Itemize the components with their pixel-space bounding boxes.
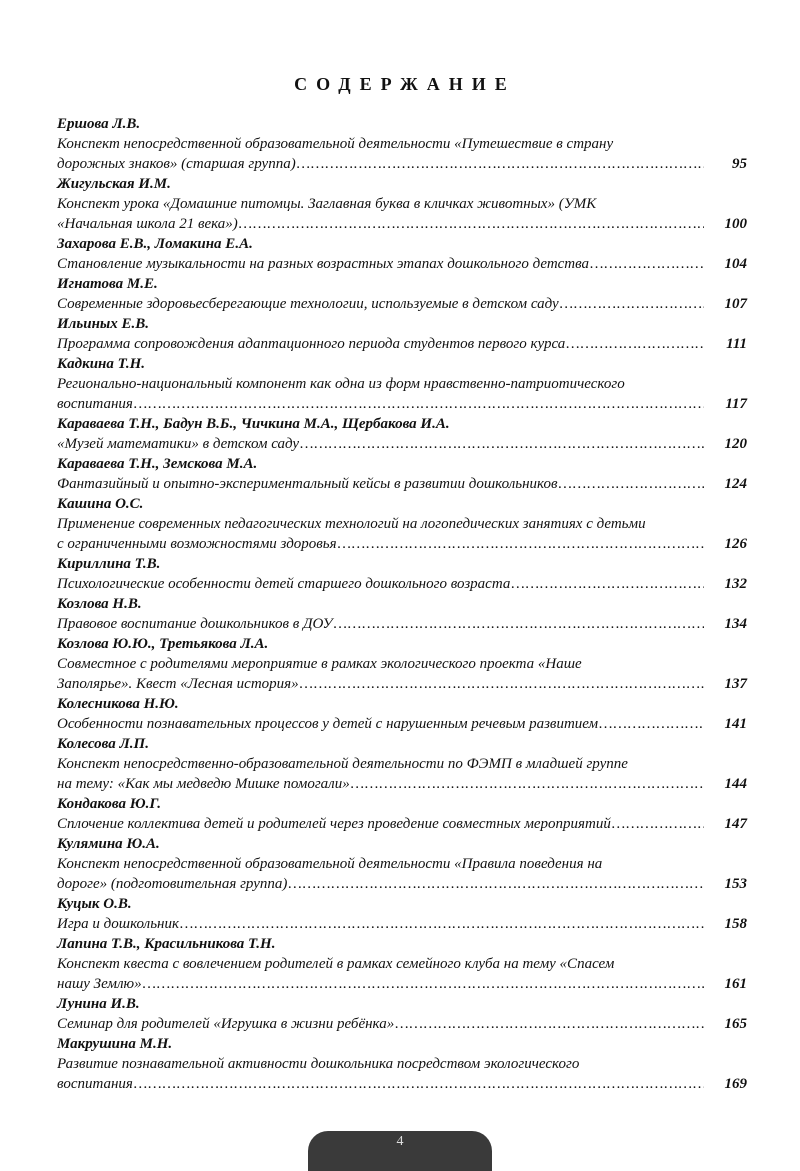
toc-title-last-line	[57, 574, 747, 594]
toc-title-text: дорожных знаков» (старшая группа)	[57, 156, 296, 172]
toc-entry	[57, 174, 747, 234]
toc-page-number: 95	[732, 156, 747, 172]
toc-page-number: 144	[724, 776, 747, 792]
toc-title-line: Конспект урока «Домашние питомцы. Заглавная буква в кличках животных» (УМК	[57, 196, 597, 212]
page-title: СОДЕРЖАНИЕ	[294, 74, 516, 94]
toc-entry	[57, 994, 747, 1034]
toc-entry	[57, 114, 747, 174]
toc-entry	[57, 634, 747, 694]
toc-page-number: 124	[724, 476, 747, 492]
toc-title-last-line	[57, 534, 747, 554]
toc-title-text: Семинар для родителей «Игрушка в жизни ребёнка»	[57, 1016, 395, 1032]
toc-page-number: 153	[724, 876, 747, 892]
toc-title-last-line	[57, 814, 747, 834]
toc-author: Кириллина Т.В.	[57, 556, 161, 572]
toc-entry	[57, 794, 747, 834]
toc-leader-dots	[559, 474, 704, 494]
toc-title-last-line	[57, 254, 747, 274]
toc-title-last-line	[57, 914, 747, 934]
toc-leader-dots	[566, 334, 704, 354]
toc-page-number: 158	[724, 916, 747, 932]
toc-leader-dots	[297, 154, 704, 174]
toc-page-number: 126	[724, 536, 747, 552]
toc-page-number: 137	[724, 676, 747, 692]
toc-author: Караваева Т.Н., Бадун В.Б., Чичкина М.А., Щербакова И.А.	[57, 416, 450, 432]
toc-leader-dots	[180, 914, 704, 934]
toc-title-last-line	[57, 434, 747, 454]
toc-author: Макрушина М.Н.	[57, 1036, 173, 1052]
toc-page-number: 104	[724, 256, 747, 272]
toc-title-last-line	[57, 614, 747, 634]
toc-entry	[57, 454, 747, 494]
toc-title-line: Конспект непосредственно-образовательной деятельности по ФЭМП в младшей группе	[57, 756, 628, 772]
toc-entry	[57, 894, 747, 934]
toc-leader-dots	[338, 534, 704, 554]
toc-title-last-line	[57, 674, 747, 694]
toc-author: Кашина О.С.	[57, 496, 144, 512]
toc-entry	[57, 314, 747, 354]
toc-title-line: Применение современных педагогических технологий на логопедических занятиях с детьми	[57, 516, 646, 532]
toc-title-text: «Музей математики» в детском саду	[57, 436, 300, 452]
toc-title-text: Программа сопровождения адаптационного периода студентов первого курса	[57, 336, 566, 352]
toc-leader-dots	[590, 254, 704, 274]
toc-author: Колесникова Н.Ю.	[57, 696, 179, 712]
toc-page-number: 169	[724, 1076, 747, 1092]
toc-title-text: Заполярье». Квест «Лесная история»	[57, 676, 299, 692]
toc-title-text: дороге» (подготовительная группа)	[57, 876, 288, 892]
toc-leader-dots	[300, 674, 704, 694]
toc-author: Захарова Е.В., Ломакина Е.А.	[57, 236, 253, 252]
toc-title-last-line	[57, 1074, 747, 1094]
table-of-contents	[57, 114, 747, 1094]
toc-page-number: 141	[724, 716, 747, 732]
toc-leader-dots	[143, 974, 704, 994]
toc-title-text: Игра и дошкольник	[57, 916, 179, 932]
toc-author: Игнатова М.Е.	[57, 276, 158, 292]
toc-leader-dots	[511, 574, 704, 594]
toc-leader-dots	[239, 214, 704, 234]
toc-page-number: 165	[724, 1016, 747, 1032]
toc-entry	[57, 834, 747, 894]
toc-title-last-line	[57, 154, 747, 174]
toc-title-text: Сплочение коллектива детей и родителей через проведение совместных мероприятий	[57, 816, 611, 832]
toc-title-text: нашу Землю»	[57, 976, 142, 992]
toc-title-text: Современные здоровьесберегающие технологии, используемые в детском саду	[57, 296, 559, 312]
toc-leader-dots	[560, 294, 704, 314]
toc-title-text: Становление музыкальности на разных возрастных этапах дошкольного детства	[57, 256, 590, 272]
toc-leader-dots	[300, 434, 704, 454]
toc-title-line: Развитие познавательной активности дошкольника посредством экологического	[57, 1056, 580, 1072]
toc-page-number: 107	[724, 296, 747, 312]
toc-page-number: 134	[724, 616, 747, 632]
toc-leader-dots	[334, 614, 704, 634]
toc-title-line: Совместное с родителями мероприятие в рамках экологического проекта «Наше	[57, 656, 582, 672]
toc-title-last-line	[57, 974, 747, 994]
toc-title-last-line	[57, 774, 747, 794]
toc-author: Кадкина Т.Н.	[57, 356, 146, 372]
toc-page-number: 100	[724, 216, 747, 232]
toc-entry	[57, 734, 747, 794]
toc-author: Жигульская И.М.	[57, 176, 171, 192]
toc-leader-dots	[351, 774, 704, 794]
toc-title-text: с ограниченными возможностями здоровья	[57, 536, 337, 552]
toc-author: Козлова Н.В.	[57, 596, 142, 612]
toc-title-text: «Начальная школа 21 века»)	[57, 216, 238, 232]
toc-title-text: воспитания	[57, 1076, 133, 1092]
toc-title-text: воспитания	[57, 396, 133, 412]
page-number: 4	[396, 1134, 404, 1149]
toc-author: Ершова Л.В.	[57, 116, 141, 132]
toc-page-number: 117	[725, 396, 747, 412]
toc-title-text: Психологические особенности детей старшего дошкольного возраста	[57, 576, 511, 592]
toc-title-last-line	[57, 214, 747, 234]
toc-title-text: на тему: «Как мы медведю Мишке помогали»	[57, 776, 350, 792]
toc-title-line: Регионально-национальный компонент как одна из форм нравственно-патриотического	[57, 376, 625, 392]
toc-title-last-line	[57, 714, 747, 734]
toc-title-line: Конспект непосредственной образовательной деятельности «Путешествие в страну	[57, 136, 614, 152]
toc-author: Колесова Л.П.	[57, 736, 149, 752]
toc-entry	[57, 494, 747, 554]
toc-entry	[57, 1034, 747, 1094]
toc-title-last-line	[57, 874, 747, 894]
toc-entry	[57, 354, 747, 414]
toc-title-last-line	[57, 1014, 747, 1034]
toc-leader-dots	[395, 1014, 704, 1034]
toc-author: Ильиных Е.В.	[57, 316, 150, 332]
toc-entry	[57, 234, 747, 274]
toc-title-line: Конспект квеста с вовлечением родителей в рамках семейного клуба на тему «Спасем	[57, 956, 615, 972]
toc-author: Кондакова Ю.Г.	[57, 796, 162, 812]
toc-page-number: 161	[724, 976, 747, 992]
toc-title-line: Конспект непосредственной образовательной деятельности «Правила поведения на	[57, 856, 603, 872]
toc-page-number: 147	[724, 816, 747, 832]
toc-page-number: 132	[724, 576, 747, 592]
toc-title-last-line	[57, 334, 747, 354]
toc-author: Кулямина Ю.А.	[57, 836, 160, 852]
toc-author: Лапина Т.В., Красильникова Т.Н.	[57, 936, 276, 952]
toc-title-last-line	[57, 474, 747, 494]
toc-title-last-line	[57, 394, 747, 414]
toc-title-text: Правовое воспитание дошкольников в ДОУ	[57, 616, 333, 632]
toc-page-number: 120	[724, 436, 747, 452]
toc-leader-dots	[288, 874, 704, 894]
toc-leader-dots	[134, 394, 704, 414]
toc-entry	[57, 554, 747, 594]
toc-author: Караваева Т.Н., Земскова М.А.	[57, 456, 258, 472]
toc-entry	[57, 274, 747, 314]
toc-title-last-line	[57, 294, 747, 314]
toc-entry	[57, 934, 747, 994]
toc-entry	[57, 414, 747, 454]
toc-leader-dots	[612, 814, 704, 834]
toc-leader-dots	[599, 714, 704, 734]
toc-author: Куцык О.В.	[57, 896, 132, 912]
toc-author: Козлова Ю.Ю., Третьякова Л.А.	[57, 636, 269, 652]
toc-entry	[57, 594, 747, 634]
toc-title-text: Особенности познавательных процессов у детей с нарушенным речевым развитием	[57, 716, 599, 732]
toc-page-number: 111	[726, 336, 747, 352]
toc-leader-dots	[134, 1074, 704, 1094]
toc-author: Лунина И.В.	[57, 996, 140, 1012]
toc-title-text: Фантазийный и опытно-экспериментальный кейсы в развитии дошкольников	[57, 476, 558, 492]
toc-entry	[57, 694, 747, 734]
